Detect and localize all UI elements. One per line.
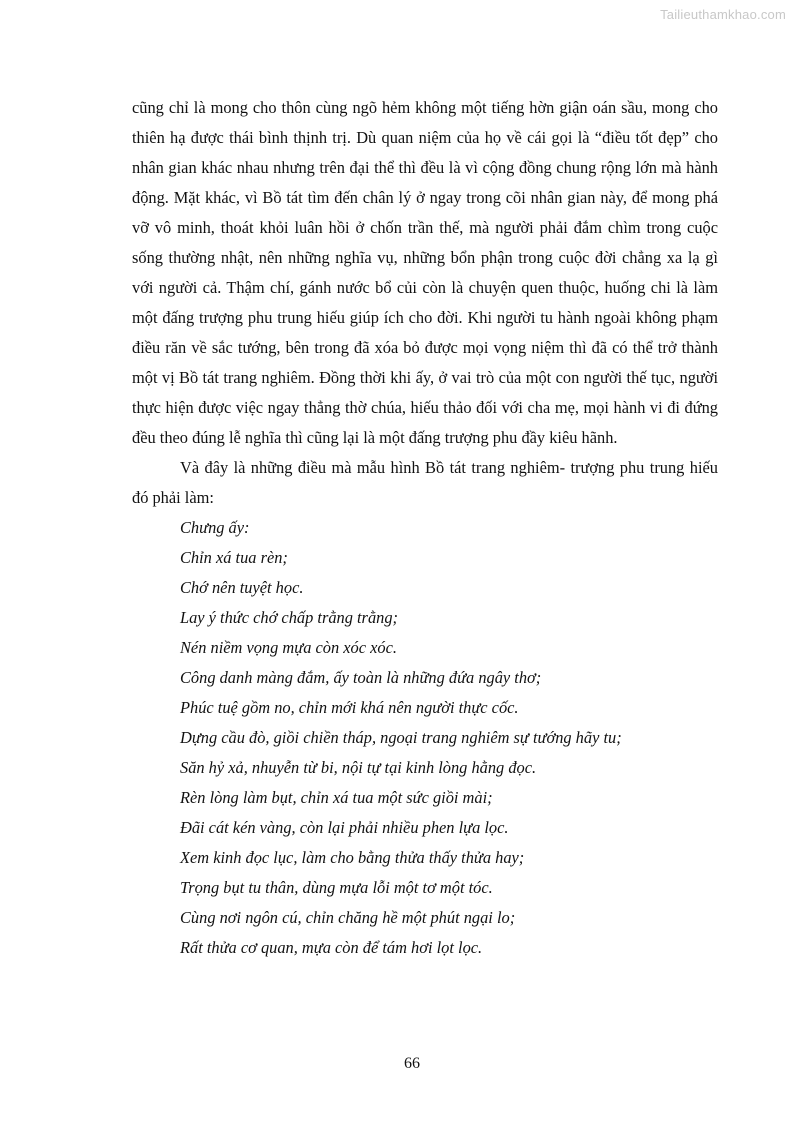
poem-line: Chớ nên tuyệt học. <box>180 578 304 597</box>
poem-line: Nén niềm vọng mựa còn xóc xóc. <box>180 638 397 657</box>
poem-line: Cùng nơi ngôn cú, chỉn chăng hề một phút ngại lo; <box>180 908 516 927</box>
document-body <box>132 93 718 963</box>
poem-line: Phúc tuệ gồm no, chỉn mới khá nên người thực cốc. <box>180 698 519 717</box>
poem-line: Rất thửa cơ quan, mựa còn để tám hơi lọt lọc. <box>180 938 483 957</box>
poem-line: Xem kinh đọc lục, làm cho bằng thửa thấy thửa hay; <box>180 848 525 867</box>
body-paragraph: Và đây là những điều mà mẫu hình Bồ tát trang nghiêm- trượng phu trung hiếu đó phải làm: <box>132 458 718 507</box>
poem-line: Đãi cát kén vàng, còn lại phải nhiều phen lựa lọc. <box>180 818 509 837</box>
poem-line: Chưng ấy: <box>180 518 250 537</box>
poem-line: Trọng bụt tu thân, dùng mựa lỗi một tơ một tóc. <box>180 878 493 897</box>
page-number: 66 <box>404 1055 420 1072</box>
poem-line: Rèn lòng làm bụt, chỉn xá tua một sức giồi mài; <box>180 788 493 807</box>
poem-line: Dựng cầu đò, giồi chiền tháp, ngoại trang nghiêm sự tướng hãy tu; <box>180 728 622 747</box>
watermark: Tailieuthamkhao.com <box>660 7 786 22</box>
poem-line: Chỉn xá tua rèn; <box>180 548 288 567</box>
body-paragraph: cũng chỉ là mong cho thôn cùng ngõ hẻm không một tiếng hờn giận oán sầu, mong cho thiên hạ được thái bình thịnh trị. Dù quan niệm của họ về cái gọi là “điều tốt đẹp” cho nhân gian khác nhau nhưng trên đại thể thì đều là vì cộng đồng chung rộng lớn mà hành động. Mặt khác, vì Bồ tát tìm đến chân lý ở ngay trong cõi nhân gian này, để mong phá vỡ vô minh, thoát khỏi luân hồi ở chốn trần thế, mà người phải đắm chìm trong cuộc sống thường nhật, nên những nghĩa vụ, những bổn phận trong cuộc đời chẳng xa lạ gì với người cả. Thậm chí, gánh nước bổ củi còn là chuyện quen thuộc, huống chi là làm một đấng trượng phu trung hiếu giúp ích cho đời. Khi người tu hành ngoài không phạm điều răn về sắc tướng, bên trong đã xóa bỏ được mọi vọng niệm thì đã có thể trở thành một vị Bồ tát trang nghiêm. Đồng thời khi ấy, ở vai trò của một con người thế tục, người thực hiện được việc ngay thẳng thờ chúa, hiếu thảo đối với cha mẹ, mọi hành vi đi đứng đều theo đúng lễ nghĩa thì cũng lại là một đấng trượng phu đầy kiêu hãnh. <box>132 98 718 447</box>
poem-line: Công danh màng đắm, ấy toàn là những đứa ngây thơ; <box>180 668 542 687</box>
poem-line: Săn hỷ xả, nhuyễn từ bi, nội tự tại kinh lòng hằng đọc. <box>180 758 537 777</box>
poem-block <box>132 513 718 963</box>
poem-line: Lay ý thức chớ chấp trằng trằng; <box>180 608 398 627</box>
